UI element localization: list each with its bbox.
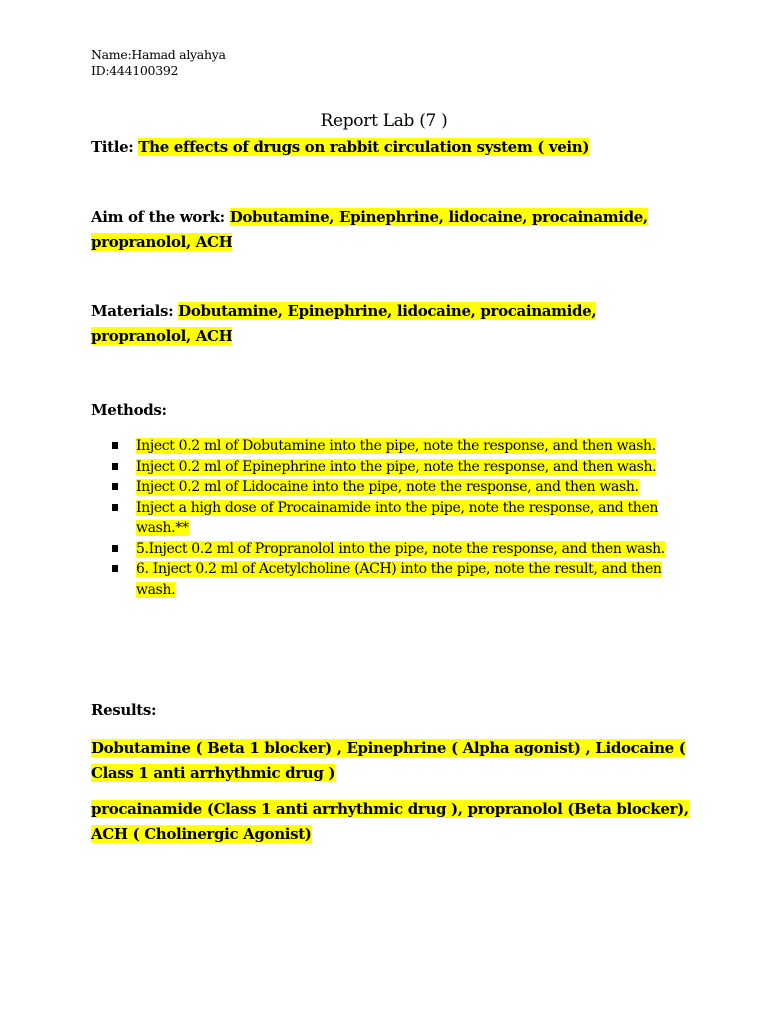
aim-label: Aim of the work: — [91, 208, 230, 226]
title-label: Title: — [91, 138, 139, 156]
square-bullet-icon — [112, 565, 118, 572]
materials-value: Dobutamine, Epinephrine, lidocaine, procainamide, propranolol, ACH — [91, 302, 597, 345]
methods-list — [112, 436, 682, 600]
square-bullet-icon — [112, 463, 118, 470]
list-item: 6. Inject 0.2 ml of Acetylcholine (ACH) into the pipe, note the result, and then wash. — [112, 559, 682, 600]
methods-heading: Methods: — [91, 401, 167, 419]
list-item: Inject a high dose of Procainamide into the pipe, note the response, and then wash.** — [112, 498, 682, 539]
title-value: The effects of drugs on rabbit circulation system ( vein) — [138, 138, 590, 156]
student-id: ID:444100392 — [91, 63, 179, 78]
square-bullet-icon — [112, 483, 118, 490]
list-item: Inject 0.2 ml of Lidocaine into the pipe, note the response, and then wash. — [112, 477, 682, 498]
square-bullet-icon — [112, 442, 118, 449]
results-heading: Results: — [91, 701, 157, 719]
materials-section — [91, 299, 691, 349]
results-paragraph-1: Dobutamine ( Beta 1 blocker) , Epinephrine ( Alpha agonist) , Lidocaine ( Class 1 anti arrhythmic drug ) — [91, 739, 686, 782]
report-title: Report Lab (7 ) — [320, 111, 448, 131]
aim-section — [91, 205, 691, 255]
square-bullet-icon — [112, 545, 118, 552]
materials-label: Materials: — [91, 302, 179, 320]
list-item: Inject 0.2 ml of Epinephrine into the pipe, note the response, and then wash. — [112, 457, 682, 478]
square-bullet-icon — [112, 504, 118, 511]
student-name: Name:Hamad alyahya — [91, 47, 226, 62]
aim-value: Dobutamine, Epinephrine, lidocaine, procainamide, propranolol, ACH — [91, 208, 648, 251]
results-paragraph-2: procainamide (Class 1 anti arrhythmic drug ), propranolol (Beta blocker), ACH ( Cholinergic Agonist) — [91, 800, 689, 843]
title-section — [91, 135, 691, 160]
list-item: 5.Inject 0.2 ml of Propranolol into the pipe, note the response, and then wash. — [112, 539, 682, 560]
list-item: Inject 0.2 ml of Dobutamine into the pipe, note the response, and then wash. — [112, 436, 682, 457]
